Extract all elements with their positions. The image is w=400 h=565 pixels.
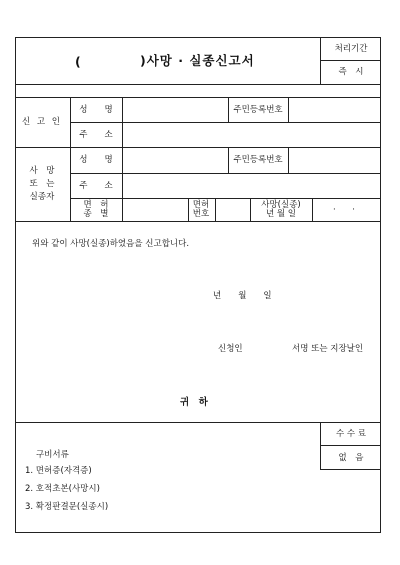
reporter-name-label: 성 명 [79,105,113,115]
reporter-address-label: 주 소 [79,130,113,140]
death-date-value: · · [333,205,359,215]
date-label-right-rule [312,198,313,221]
document-item-3: 3. 확정판결문(실종시) [25,502,109,512]
deceased-section-line-1: 사 망 [29,166,55,176]
license-kind-label-line-1: 면 허 [83,200,109,210]
deceased-address-label: 주 소 [79,181,113,191]
deceased-row-rule-1 [70,173,381,174]
fee-box-middle-rule [320,445,381,446]
grid-bottom-rule [15,221,381,222]
license-no-left-rule [188,198,189,221]
reporter-section-label: 신 고 인 [21,117,63,127]
fee-label: 수 수 료 [335,429,367,439]
processing-period-value: 즉 시 [338,67,364,77]
license-no-right-rule [215,198,216,221]
license-kind-label-line-2: 종 별 [83,209,109,219]
deceased-rrn-label: 주민등록번호 [233,155,283,165]
document-item-2: 2. 호적초본(사망시) [25,484,100,494]
death-date-label-line-2: 년 월 일 [265,209,297,219]
applicant-label: 신청인 [218,344,243,354]
reporter-rrn-left-rule [228,97,229,122]
title-paren-open: ( [75,54,82,69]
label-column-rule [122,97,123,221]
deceased-section-line-3: 실종자 [29,192,55,202]
signature-label: 서명 또는 지장날인 [292,344,364,354]
document-item-1: 1. 면허증(자격증) [25,466,92,476]
form-title: )사망 · 실종신고서 [140,53,255,68]
date-label-left-rule [250,198,251,221]
reporter-row-rule [70,122,381,123]
processing-box-rule [320,60,381,61]
death-date-label-line-1: 사망(실종) [261,200,301,210]
section-column-rule [70,97,71,221]
deceased-row-rule-2 [70,198,381,199]
deceased-rrn-right-rule [288,147,289,173]
deceased-rrn-left-rule [228,147,229,173]
documents-header: 구비서류 [36,450,69,460]
processing-period-label: 처리기간 [334,44,368,54]
title-bottom-rule [15,84,381,85]
fee-box-bottom-rule [320,469,381,470]
deceased-section-line-2: 또 는 [29,179,55,189]
statement-text: 위와 같이 사망(실종)하였음을 신고합니다. [32,239,190,249]
license-no-label-line-2: 번호 [192,209,210,219]
reporter-rrn-label: 주민등록번호 [233,105,283,115]
license-no-label-line-1: 면허 [192,200,210,210]
fee-value: 없 음 [338,453,364,463]
addressee-text: 귀 하 [180,397,208,408]
date-line: 년 월 일 [213,291,272,301]
reporter-rrn-right-rule [288,97,289,122]
bottom-section-rule [15,422,381,423]
deceased-name-label: 성 명 [79,155,113,165]
